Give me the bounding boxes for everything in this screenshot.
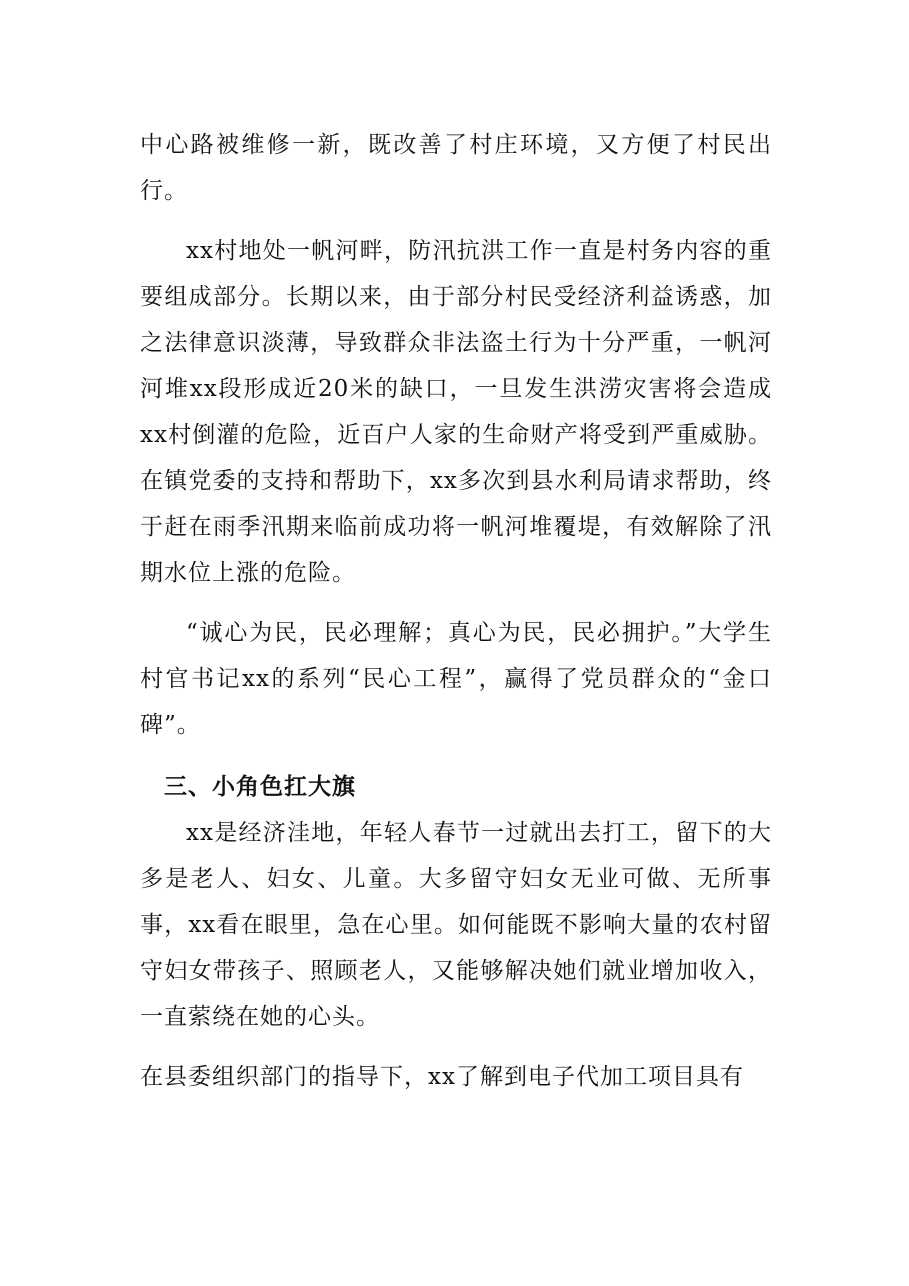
paragraph-electronics-project: 在县委组织部门的指导下，xx了解到电子代加工项目具有 — [140, 1064, 744, 1090]
paragraph-continuation: 中心路被维修一新，既改善了村庄环境，又方便了村民出行。 — [140, 132, 772, 204]
document-body — [140, 122, 772, 1100]
paragraph-economy: xx是经济洼地，年轻人春节一过就出去打工，留下的大多是老人、妇女、儿童。大多留守妇女无业可做、无所事事，xx看在眼里，急在心里。如何能既不影响大量的农村留守妇女带孩子、照顾老人，又能够解决她们就业增加收入，一直萦绕在她的心头。 — [140, 820, 772, 1030]
paragraph-quote: “诚心为民，民必理解；真心为民，民必拥护。”大学生村官书记xx的系列“民心工程”，赢得了党员群众的“金口碑”。 — [140, 620, 772, 738]
paragraph-flood-control: xx村地处一帆河畔，防汛抗洪工作一直是村务内容的重要组成部分。长期以来，由于部分村民受经济利益诱惑，加之法律意识淡薄，导致群众非法盗土行为十分严重，一帆河河堆xx段形成近20米的缺口，一旦发生洪涝灾害将会造成xx村倒灌的危险，近百户人家的生命财产将受到严重威胁。在镇党委的支持和帮助下，xx多次到县水利局请求帮助，终于赶在雨季汛期来临前成功将一帆河堆覆堤，有效解除了汛期水位上涨的危险。 — [140, 238, 772, 586]
section-heading: 三、小角色扛大旗 — [164, 774, 356, 800]
